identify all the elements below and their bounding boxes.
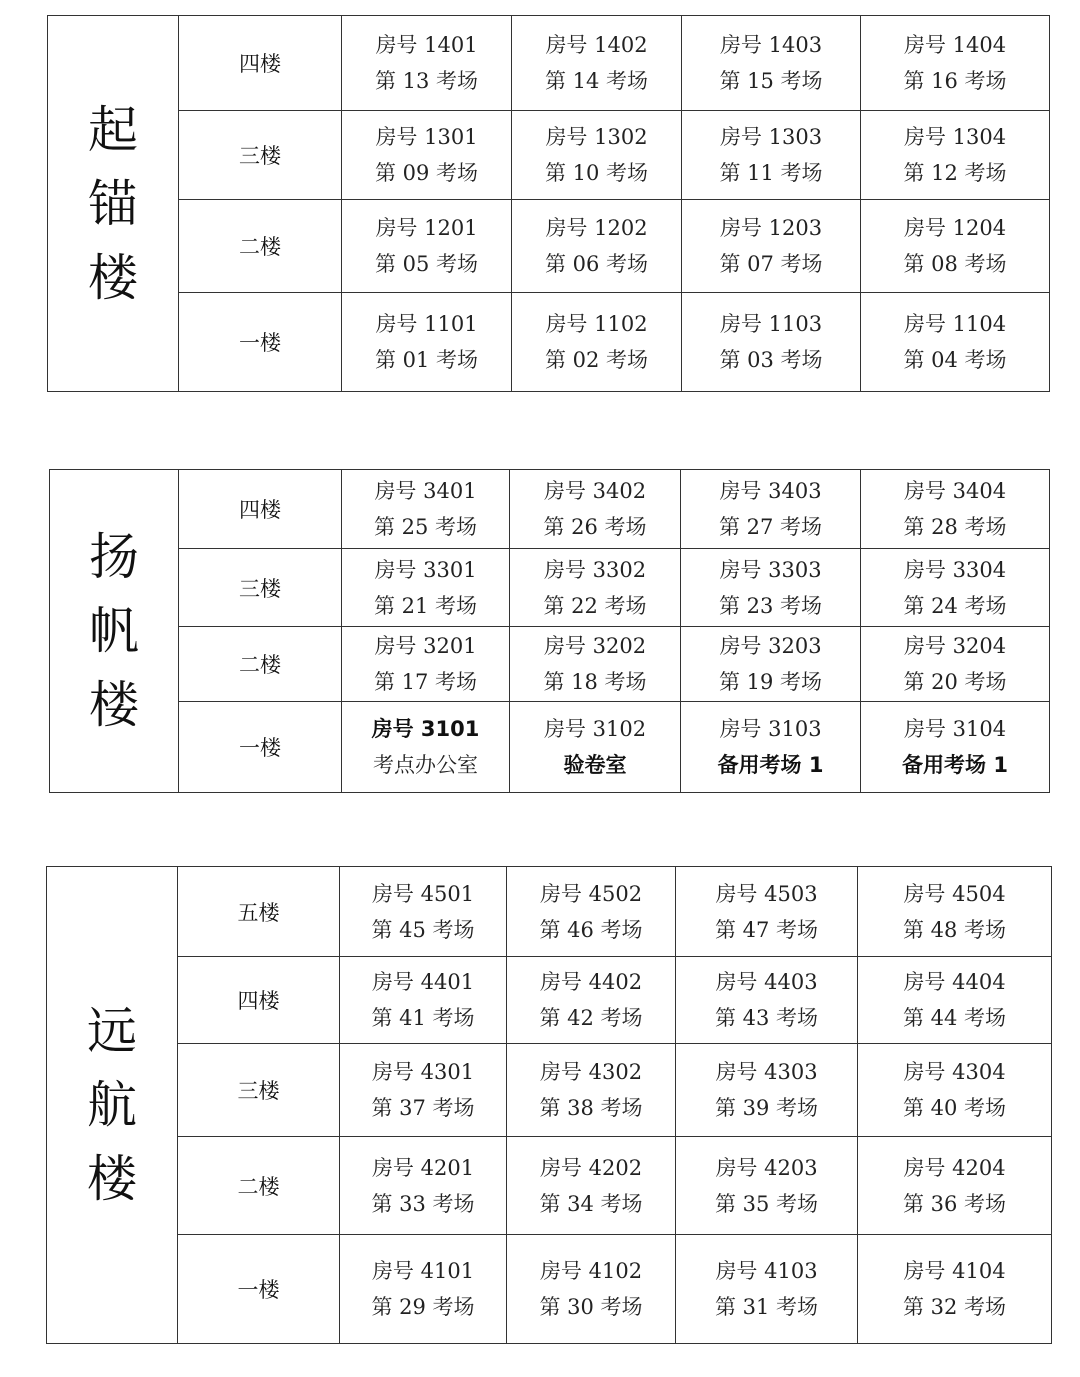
exam-site: 第 22 考场 — [543, 593, 647, 618]
floor-label: 三楼 — [179, 111, 342, 200]
floor-label: 二楼 — [179, 627, 342, 702]
exam-site: 第 07 考场 — [719, 252, 823, 276]
room-cell — [861, 627, 1050, 702]
room-cell — [510, 702, 681, 793]
room-cell — [342, 702, 510, 793]
building-name-char: 楼 — [87, 1150, 137, 1208]
exam-site: 第 25 考场 — [373, 515, 478, 539]
room-number: 房号 1402 — [545, 33, 648, 57]
exam-site: 第 29 考场 — [371, 1295, 475, 1319]
room-cell — [676, 957, 858, 1044]
room-number: 房号 3303 — [719, 557, 822, 582]
floor-label: 二楼 — [178, 1137, 340, 1235]
building-name-char: 楼 — [89, 676, 139, 734]
room-number: 房号 3203 — [719, 634, 822, 658]
room-cell — [340, 867, 507, 957]
room-number: 房号 3101 — [371, 717, 480, 741]
room-cell — [676, 1044, 858, 1137]
room-number: 房号 1403 — [719, 33, 823, 57]
room-number: 房号 3102 — [543, 717, 647, 741]
room-number: 房号 4204 — [903, 1155, 1006, 1180]
exam-site: 考点办公室 — [373, 753, 478, 777]
room-cell — [676, 867, 858, 957]
building-name-char: 起 — [88, 100, 138, 159]
room-number: 房号 4303 — [715, 1060, 818, 1084]
exam-site: 第 34 考场 — [539, 1191, 643, 1216]
room-number: 房号 1201 — [375, 216, 478, 240]
room-number: 房号 3402 — [543, 479, 647, 503]
building-name-char: 航 — [87, 1076, 137, 1134]
exam-site: 第 05 考场 — [374, 252, 479, 276]
room-number: 房号 3204 — [903, 634, 1007, 658]
exam-site: 备用考场 1 — [717, 753, 824, 777]
exam-site: 验卷室 — [563, 753, 627, 777]
exam-site: 第 32 考场 — [902, 1295, 1007, 1319]
room-number: 房号 4102 — [539, 1259, 643, 1283]
room-number: 房号 1203 — [719, 216, 823, 240]
room-number: 房号 4504 — [903, 881, 1006, 906]
exam-site: 第 43 考场 — [714, 1006, 819, 1030]
exam-site: 第 04 考场 — [903, 348, 1007, 372]
room-cell — [340, 957, 507, 1044]
exam-site: 第 40 考场 — [902, 1096, 1007, 1120]
building-name-char: 远 — [87, 1002, 137, 1060]
room-number: 房号 3304 — [903, 557, 1007, 582]
exam-site: 第 03 考场 — [719, 348, 823, 372]
room-number: 房号 1401 — [375, 33, 478, 57]
room-cell — [681, 627, 861, 702]
room-cell — [861, 549, 1050, 627]
exam-site: 第 26 考场 — [543, 515, 647, 539]
room-number: 房号 1102 — [545, 312, 648, 336]
exam-site: 第 12 考场 — [903, 161, 1007, 185]
room-number: 房号 1302 — [545, 125, 648, 149]
floor-label: 四楼 — [178, 957, 340, 1044]
room-number: 房号 3302 — [543, 557, 647, 582]
room-cell — [507, 1137, 676, 1235]
room-number: 房号 1103 — [719, 312, 823, 336]
exam-site: 第 48 考场 — [902, 917, 1007, 942]
room-number: 房号 3103 — [719, 717, 822, 741]
building-name — [50, 470, 179, 793]
room-number: 房号 4404 — [903, 970, 1006, 994]
floor-label: 三楼 — [179, 549, 342, 627]
building-name-char: 楼 — [88, 248, 138, 307]
exam-site: 第 02 考场 — [544, 348, 649, 372]
room-cell — [861, 111, 1050, 200]
exam-site: 第 08 考场 — [903, 252, 1007, 276]
room-cell — [681, 549, 861, 627]
room-number: 房号 4503 — [715, 881, 818, 906]
building-name — [48, 16, 179, 392]
room-cell — [342, 627, 510, 702]
room-cell — [861, 293, 1050, 392]
exam-site: 第 01 考场 — [374, 348, 479, 372]
room-cell — [861, 16, 1050, 111]
room-cell — [861, 470, 1050, 549]
room-number: 房号 1301 — [375, 125, 478, 149]
room-cell — [507, 957, 676, 1044]
room-number: 房号 4403 — [715, 970, 818, 994]
room-cell — [858, 957, 1052, 1044]
floor-label: 三楼 — [178, 1044, 340, 1137]
room-cell — [512, 200, 682, 293]
exam-site: 第 33 考场 — [371, 1191, 475, 1216]
building-name-char: 锚 — [88, 174, 138, 233]
exam-site: 第 11 考场 — [719, 161, 823, 185]
exam-site: 第 16 考场 — [903, 69, 1007, 93]
room-cell — [507, 1235, 676, 1344]
building-table-qimao — [47, 15, 1050, 392]
exam-site: 第 23 考场 — [718, 593, 823, 618]
room-number: 房号 4103 — [715, 1259, 818, 1283]
room-cell — [342, 293, 512, 392]
exam-site: 第 24 考场 — [903, 593, 1007, 618]
room-cell — [510, 549, 681, 627]
building-name-char: 扬 — [89, 528, 139, 586]
exam-site: 备用考场 1 — [902, 753, 1008, 777]
exam-site: 第 41 考场 — [371, 1006, 475, 1030]
room-cell — [681, 470, 861, 549]
room-number: 房号 1202 — [545, 216, 648, 240]
room-cell — [342, 16, 512, 111]
exam-site: 第 15 考场 — [719, 69, 823, 93]
room-cell — [682, 16, 861, 111]
room-number: 房号 4202 — [539, 1155, 643, 1180]
exam-site: 第 47 考场 — [714, 917, 819, 942]
room-cell — [342, 549, 510, 627]
exam-site: 第 31 考场 — [714, 1295, 819, 1319]
room-number: 房号 1104 — [903, 312, 1007, 336]
room-cell — [861, 702, 1050, 793]
room-cell — [682, 293, 861, 392]
room-cell — [342, 111, 512, 200]
room-cell — [510, 627, 681, 702]
floor-label: 一楼 — [179, 293, 342, 392]
exam-site: 第 42 考场 — [539, 1006, 643, 1030]
room-cell — [682, 111, 861, 200]
room-number: 房号 3403 — [719, 479, 822, 503]
floor-label: 二楼 — [179, 200, 342, 293]
room-cell — [340, 1044, 507, 1137]
building-name-char: 帆 — [89, 602, 139, 660]
room-cell — [342, 200, 512, 293]
room-cell — [340, 1137, 507, 1235]
exam-site: 第 19 考场 — [718, 670, 823, 694]
room-number: 房号 3404 — [903, 479, 1007, 503]
room-number: 房号 3301 — [374, 557, 477, 582]
room-number: 房号 4401 — [371, 970, 475, 994]
floor-label: 四楼 — [179, 16, 342, 111]
exam-site: 第 36 考场 — [902, 1191, 1007, 1216]
exam-site: 第 20 考场 — [903, 670, 1007, 694]
room-cell — [681, 702, 861, 793]
exam-site: 第 17 考场 — [373, 670, 478, 694]
room-number: 房号 3104 — [903, 717, 1007, 741]
room-number: 房号 3401 — [374, 479, 477, 503]
exam-site: 第 28 考场 — [903, 515, 1007, 539]
room-cell — [858, 1137, 1052, 1235]
room-number: 房号 4501 — [371, 881, 475, 906]
room-number: 房号 4201 — [371, 1155, 475, 1180]
room-number: 房号 4502 — [539, 881, 643, 906]
room-cell — [676, 1137, 858, 1235]
room-cell — [510, 470, 681, 549]
room-number: 房号 1204 — [903, 216, 1007, 240]
exam-site: 第 21 考场 — [373, 593, 478, 618]
exam-site: 第 06 考场 — [544, 252, 649, 276]
exam-site: 第 39 考场 — [714, 1096, 819, 1120]
room-number: 房号 4301 — [371, 1060, 475, 1084]
room-number: 房号 4302 — [539, 1060, 643, 1084]
room-cell — [340, 1235, 507, 1344]
floor-label: 一楼 — [178, 1235, 340, 1344]
exam-site: 第 30 考场 — [539, 1295, 643, 1319]
exam-site: 第 09 考场 — [374, 161, 479, 185]
room-number: 房号 4104 — [903, 1259, 1006, 1283]
room-cell — [858, 1235, 1052, 1344]
room-number: 房号 4101 — [371, 1259, 475, 1283]
exam-site: 第 38 考场 — [539, 1096, 643, 1120]
building-name — [47, 867, 178, 1344]
exam-site: 第 44 考场 — [902, 1006, 1007, 1030]
room-cell — [512, 16, 682, 111]
floor-label: 一楼 — [179, 702, 342, 793]
room-cell — [512, 293, 682, 392]
room-cell — [682, 200, 861, 293]
room-number: 房号 4304 — [903, 1060, 1006, 1084]
room-number: 房号 3202 — [543, 634, 647, 658]
room-cell — [507, 1044, 676, 1137]
exam-site: 第 14 考场 — [544, 69, 649, 93]
exam-site: 第 10 考场 — [544, 161, 649, 185]
room-number: 房号 3201 — [374, 634, 477, 658]
room-cell — [342, 470, 510, 549]
room-number: 房号 1404 — [903, 33, 1007, 57]
room-cell — [507, 867, 676, 957]
room-number: 房号 1303 — [719, 125, 823, 149]
room-cell — [858, 867, 1052, 957]
exam-site: 第 45 考场 — [371, 917, 475, 942]
room-cell — [676, 1235, 858, 1344]
exam-site: 第 35 考场 — [714, 1191, 819, 1216]
exam-site: 第 18 考场 — [543, 670, 647, 694]
room-number: 房号 4402 — [539, 970, 643, 994]
room-cell — [861, 200, 1050, 293]
exam-site: 第 27 考场 — [718, 515, 823, 539]
building-table-yangfan — [49, 469, 1050, 793]
exam-site: 第 37 考场 — [371, 1096, 475, 1120]
room-number: 房号 4203 — [715, 1155, 818, 1180]
room-cell — [512, 111, 682, 200]
room-number: 房号 1304 — [903, 125, 1007, 149]
floor-label: 五楼 — [178, 867, 340, 957]
building-table-yuanhang — [46, 866, 1052, 1344]
room-number: 房号 1101 — [375, 312, 478, 336]
exam-site: 第 13 考场 — [374, 69, 479, 93]
exam-site: 第 46 考场 — [539, 917, 643, 942]
floor-label: 四楼 — [179, 470, 342, 549]
room-cell — [858, 1044, 1052, 1137]
